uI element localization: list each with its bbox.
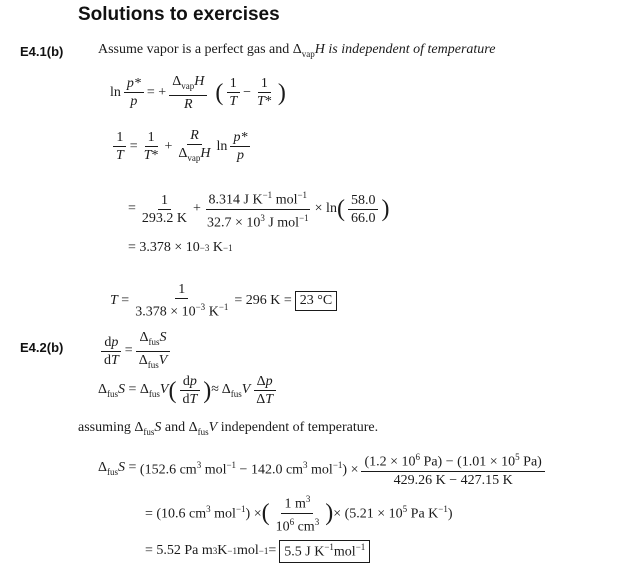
equation-entropy-approx: $\Delta_{fus}S = \Delta_{fus}V$ ( $\frac{dp}{dT}$ ) ≈ $\Delta_{fus}V$ $\frac{\Delta p}{\Delta T}$ — [98, 374, 279, 407]
assumption-text: assuming $\Delta_{fus}S$ and $\Delta_{fus}V$ independent of temperature. — [78, 420, 379, 437]
answer-box-e41b: 23 °C — [295, 291, 337, 311]
page-title: Solutions to exercises — [78, 4, 280, 25]
equation-entropy-step2: = (10.6 $cm^3$ mol$^{-1}$) × ( $\frac{1 m^3}{10^6 cm^3}$ ) × ($5.21 \times 10^5$ Pa $K^{-1}$) — [145, 494, 453, 535]
exercise-label-e42b: E4.2(b) — [20, 340, 64, 355]
answer-box-e42b: 5.5 J $K^{-1}mol^{-1}$ — [279, 540, 370, 563]
equation-inverse-temp: $\frac{1}{T}$ = $\frac{1}{T*}$ + $\frac{R}{\Delta_{vap}H}$ ln $\frac{p*}{p}$ — [110, 128, 253, 166]
equation-result-inverse: = 3.378 × 10 −3 K −1 — [128, 240, 233, 255]
equation-entropy-substitution: $\Delta_{fus}S$ = (152.6 $cm^3$ mol$^{-1}$ − 142.0 $cm^3$ mol$^{-1}$) × $\frac{(1.2 \times 10^6 Pa) - (1.01 \times 10^5 Pa)}{429.26 K - 427.15 K}$ — [98, 450, 548, 488]
equation-clapeyron: $\frac{dp}{dT}$ = $\frac{\Delta_{fus}S}{\Delta_{fus}V}$ — [98, 330, 173, 373]
equation-temperature: T = $\frac{1}{3.378 \times 10^{-3} K^{-1}}$ = 296 K = 23 °C — [110, 282, 337, 320]
equation-clausius: ln $\frac{p*}{p}$ = + $\frac{\Delta_{vap}H}{R}$ ( $\frac{1}{T}$ − $\frac{1}{T*}$ ) — [110, 74, 286, 112]
exercise-intro-e41b: Assume vapor is a perfect gas and $\Delta_{vap}H$ is independent of temperature — [98, 42, 496, 59]
exercise-label-e41b: E4.1(b) — [20, 44, 64, 59]
equation-entropy-result: = 5.52 Pa m 3 K −1 mol −1 = 5.5 J $K^{-1}mol^{-1}$ — [145, 540, 370, 563]
equation-substitution: = $\frac{1}{293.2 K}$ + $\frac{8.314 J K^{-1} mol^{-1}}{32.7 \times 10^3 J mol^{-1}}$ × ln ( $\frac{58.0}{66.0}$ ) — [128, 190, 390, 231]
